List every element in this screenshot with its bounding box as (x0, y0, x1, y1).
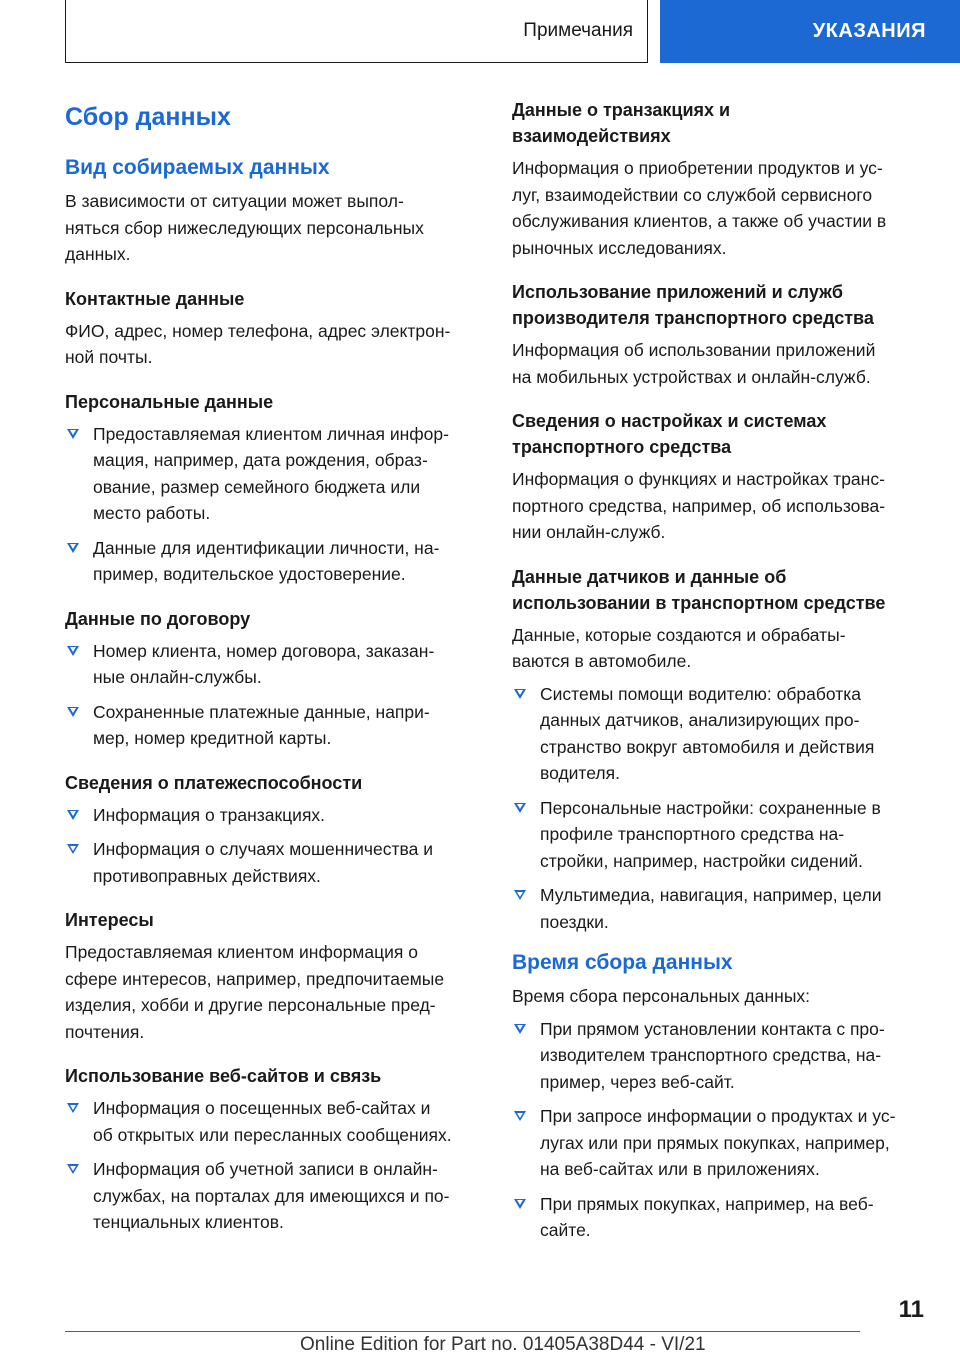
triangle-down-icon (514, 1024, 526, 1034)
triangle-down-icon (67, 543, 79, 553)
settings-heading: Сведения о настройках и системах транспортного средства (512, 411, 827, 457)
list-item: Информация о посещенных веб-сайтах и об открытых или пересланных сообщениях. (65, 1095, 483, 1148)
triangle-down-icon (67, 646, 79, 656)
left-column (65, 92, 483, 1244)
transactions-heading: Данные о транзакциях и взаимодействиях (512, 100, 731, 146)
right-column (512, 92, 928, 1252)
triangle-down-icon (67, 429, 79, 439)
triangle-down-icon (67, 1164, 79, 1174)
list-item: Информация о случаях мошенничества и противоправных действиях. (65, 836, 483, 889)
apps-text: Информация об использовании приложений на мобильных устройствах и онлайн-служб. (512, 340, 876, 387)
header-active-label: УКАЗАНИЯ (812, 20, 926, 42)
list-item: Мультимедиа, навигация, например, цели поездки. (512, 882, 928, 935)
triangle-down-icon (67, 707, 79, 717)
footer-edition: Online Edition for Part no. 01405A38D44 - VI/21 (300, 1334, 706, 1355)
triangle-down-icon (514, 803, 526, 813)
section-title-collection-time: Время сбора данных (512, 951, 733, 974)
sensors-heading: Данные датчиков и данные об использовании в транспортном средстве (512, 566, 886, 613)
contact-text: ФИО, адрес, номер телефона, адрес электрон- ной почты. (65, 320, 451, 367)
header-tab-label: Примечания (523, 20, 633, 41)
solvency-list (65, 802, 483, 890)
personal-heading: Персональные данные (65, 391, 274, 412)
interests-heading: Интересы (65, 910, 154, 930)
time-text: Время сбора персональных данных: (512, 986, 811, 1006)
page-number: 11 (898, 1296, 924, 1323)
list-item: Системы помощи водителю: обработка данных датчиков, анализирующих про- странство вокруг автомобиля и действия водителя. (512, 681, 928, 787)
list-item: Персональные настройки: сохраненные в профиле транспортного средства на- стройки, например, настройки сидений. (512, 795, 928, 875)
triangle-down-icon (67, 810, 79, 820)
intro-text: В зависимости от ситуации может выпол- няться сбор нижеследующих персональных данных. (65, 191, 424, 264)
triangle-down-icon (514, 689, 526, 699)
sensors-list (512, 681, 928, 936)
time-list (512, 1016, 928, 1244)
list-item: Номер клиента, номер договора, заказан- ные онлайн-службы. (65, 638, 483, 691)
triangle-down-icon (514, 1199, 526, 1209)
triangle-down-icon (514, 890, 526, 900)
contract-list (65, 638, 483, 752)
list-item: Информация о транзакциях. (65, 802, 483, 829)
apps-heading: Использование приложений и служб производителя транспортного средства (512, 282, 874, 328)
personal-list (65, 421, 483, 588)
list-item: Информация об учетной записи в онлайн- службах, на порталах для имеющихся и по- тенциальных клиентов. (65, 1156, 483, 1236)
contact-heading: Контактные данные (65, 288, 245, 309)
solvency-heading: Сведения о платежеспособности (65, 772, 363, 793)
list-item: При запросе информации о продуктах и ус- лугах или при прямых покупках, например, на веб-сайтах или в приложениях. (512, 1103, 928, 1183)
triangle-down-icon (514, 1111, 526, 1121)
triangle-down-icon (67, 844, 79, 854)
interests-text: Предоставляемая клиентом информация о сфере интересов, например, предпочитаемые изделия, хобби и другие персональные пред- почтения. (65, 942, 445, 1042)
triangle-down-icon (67, 1103, 79, 1113)
footer-divider (65, 1331, 860, 1332)
list-item: Данные для идентификации личности, на- пример, водительское удостоверение. (65, 535, 483, 588)
settings-text: Информация о функциях и настройках транс- портного средства, например, об использова- нии онлайн-служб. (512, 469, 886, 542)
list-item: Сохраненные платежные данные, напри- мер, номер кредитной карты. (65, 699, 483, 752)
header-tab-notes[interactable] (65, 0, 648, 63)
list-item: При прямом установлении контакта с про- изводителем транспортного средства, на- пример, через веб-сайт. (512, 1016, 928, 1096)
web-heading: Использование веб-сайтов и связь (65, 1066, 382, 1086)
header-tab-instructions[interactable] (660, 0, 960, 63)
sensors-text: Данные, которые создаются и обрабаты- ваются в автомобиле. (512, 624, 846, 671)
page-title: Сбор данных (65, 103, 231, 131)
contract-heading: Данные по договору (65, 608, 251, 629)
list-item: При прямых покупках, например, на веб- сайте. (512, 1191, 928, 1244)
list-item: Предоставляемая клиентом личная инфор- мация, например, дата рождения, образ- ование, размер семейного бюджета или место работы. (65, 421, 483, 527)
section-title-data-types: Вид собираемых данных (65, 156, 330, 179)
transactions-text: Информация о приобретении продуктов и ус- луг, взаимодействии со службой сервисного обслуживания клиентов, а также об участии в рыночных исследованиях. (512, 158, 887, 258)
web-list (65, 1095, 483, 1236)
